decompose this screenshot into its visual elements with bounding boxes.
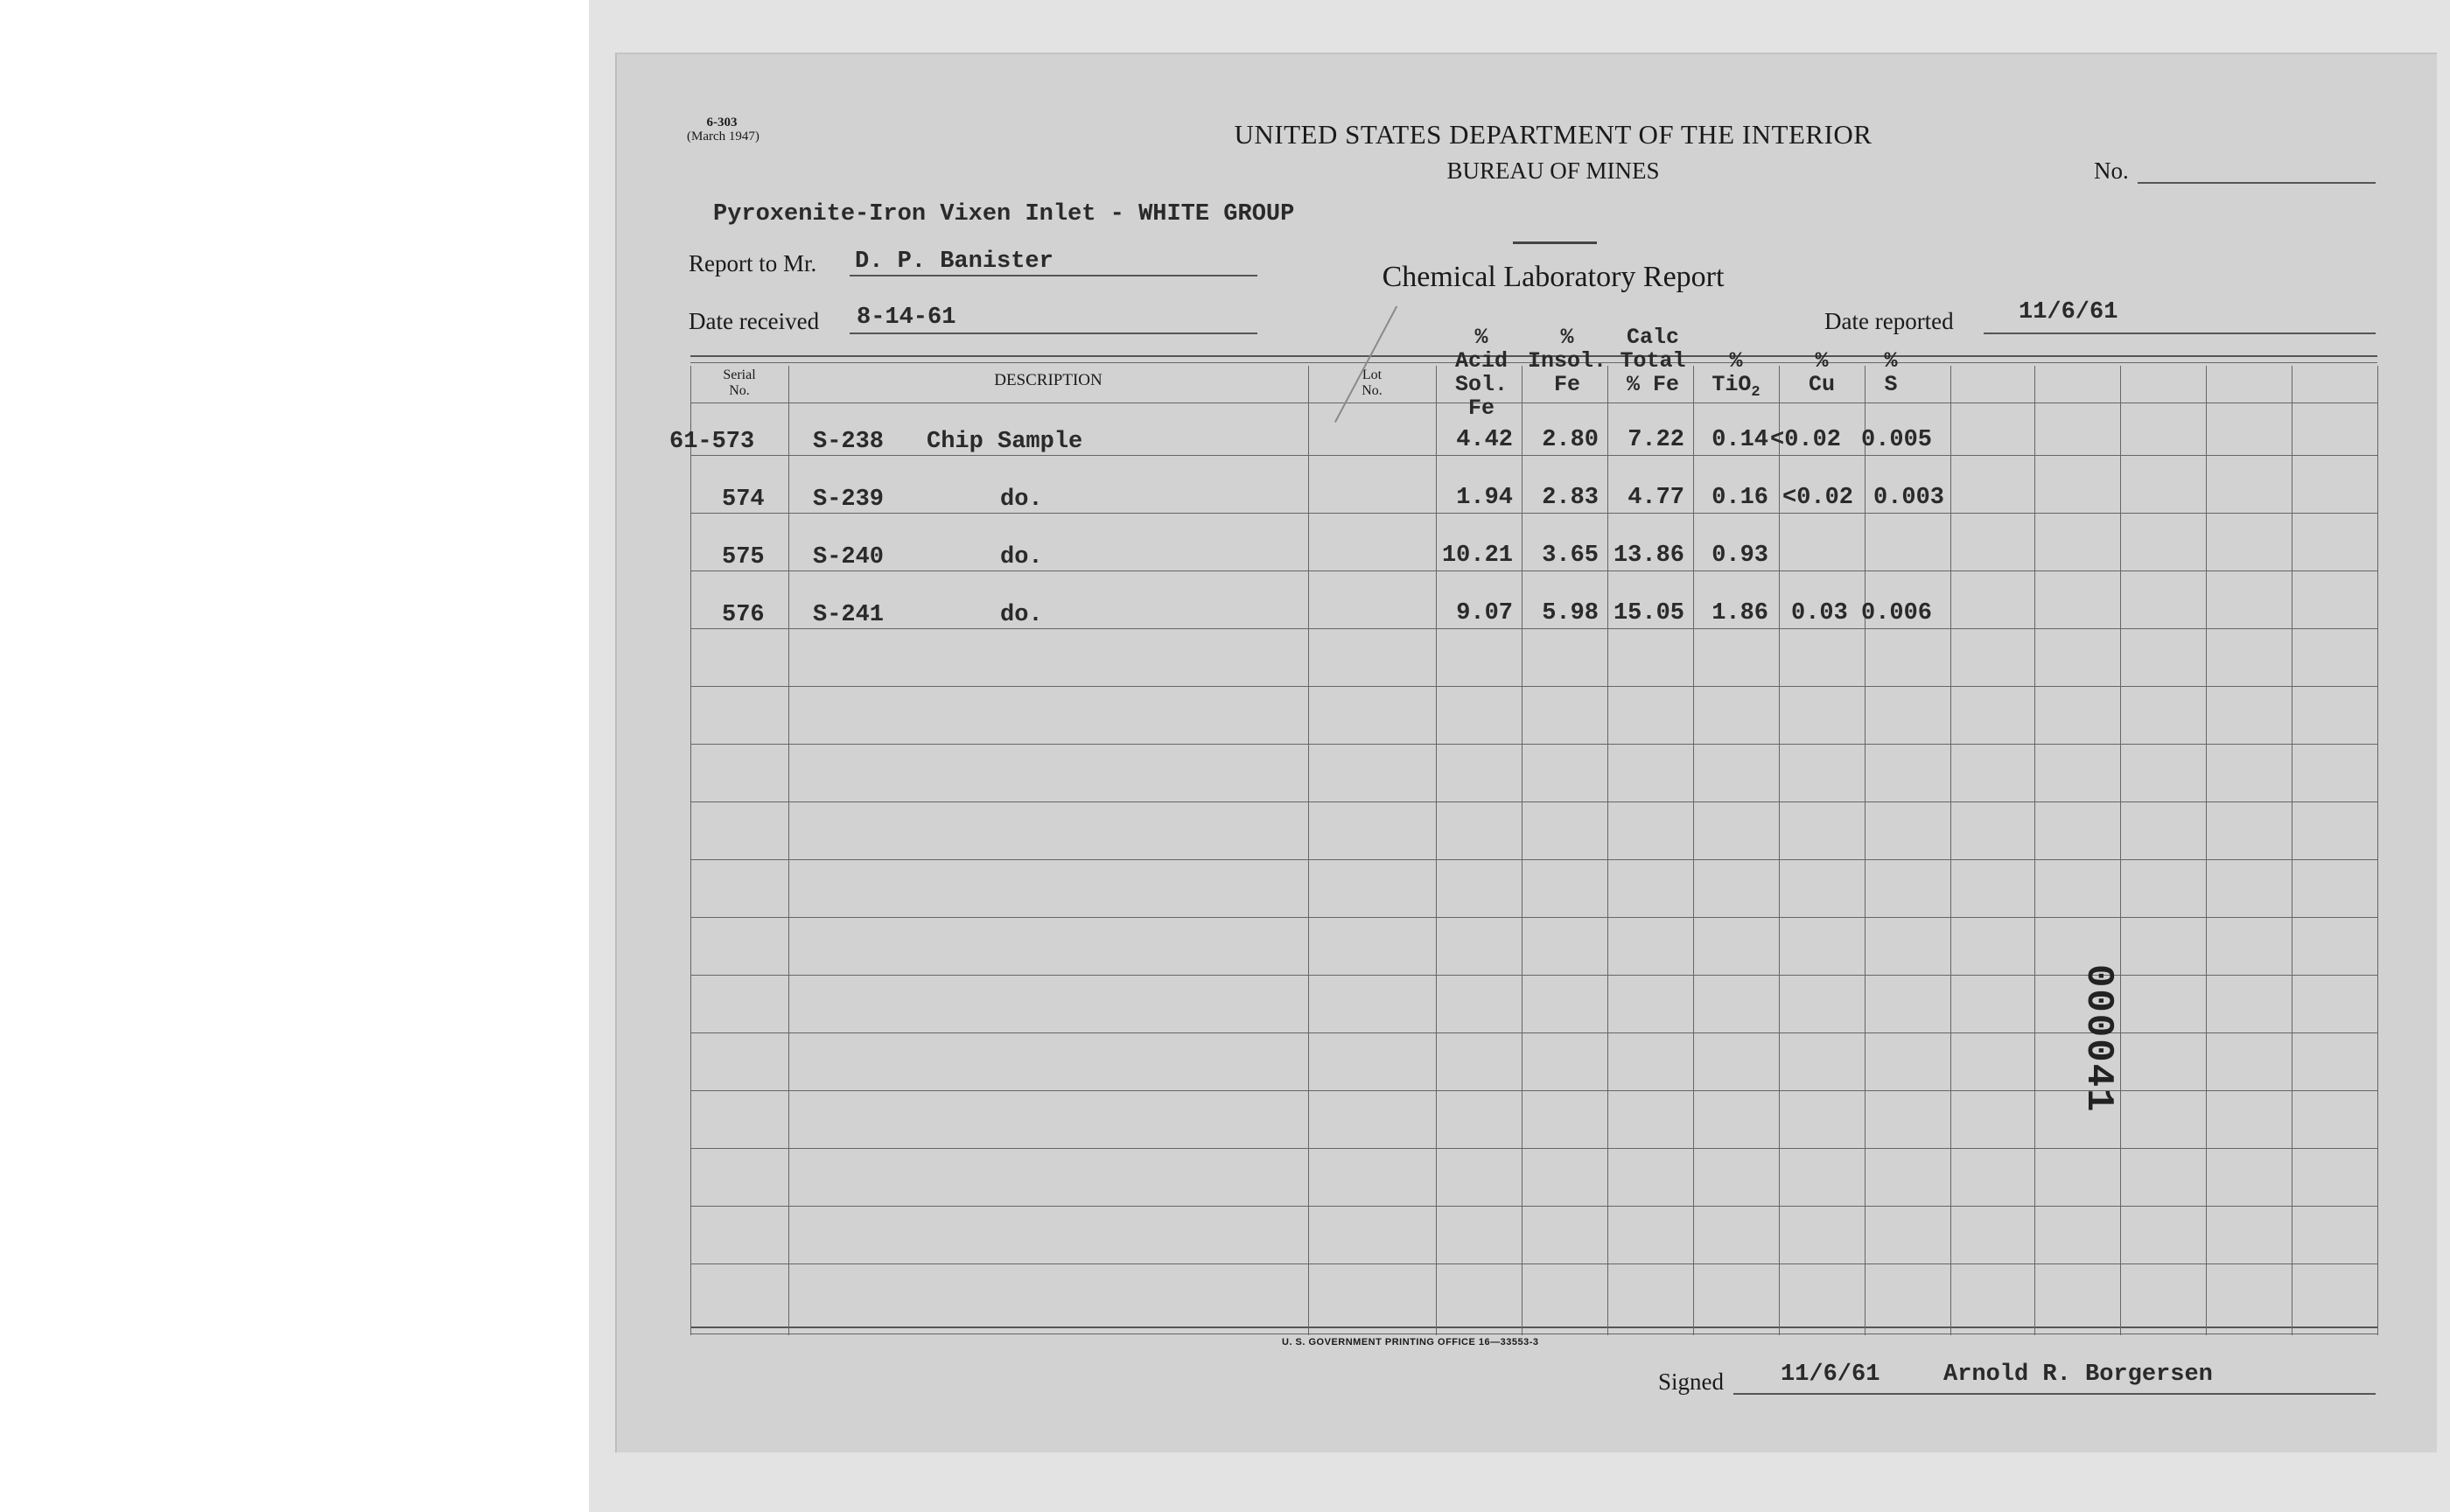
row-rule — [690, 570, 2377, 571]
col-line — [1865, 366, 1866, 1335]
tio2-value: 0.16 — [1712, 485, 1768, 511]
total-fe-value: 15.05 — [1613, 600, 1684, 626]
sample-description: do. — [1000, 544, 1043, 570]
row-rule — [690, 455, 2377, 456]
col-header-lot-line1: Lot — [1362, 368, 1382, 382]
sample-id: S-240 — [813, 544, 885, 570]
serial-no: 575 — [722, 544, 765, 570]
insol-fe-value: 2.80 — [1542, 427, 1599, 453]
date-received-underline — [850, 332, 1257, 334]
tio2-value: 1.86 — [1712, 600, 1768, 626]
col-header-serial-line1: Serial — [723, 368, 756, 382]
col-header-serial — [690, 368, 788, 399]
sample-description: do. — [1000, 486, 1043, 513]
cu-value: <0.02 — [1770, 427, 1842, 453]
col-line — [2034, 366, 2035, 1335]
s-value: 0.005 — [1861, 427, 1933, 453]
col-header-calc-line3: % Fe — [1626, 372, 1679, 397]
col-header-tio2 — [1693, 349, 1779, 404]
col-header-cu-line2: Cu — [1808, 372, 1835, 397]
header-rule — [690, 402, 2377, 403]
row-rule — [690, 1032, 2377, 1033]
col-line — [1308, 366, 1309, 1335]
sample-description: do. — [1000, 602, 1043, 628]
row-rule — [690, 686, 2377, 687]
project-name: Pyroxenite-Iron Vixen Inlet - WHITE GROUP — [713, 201, 1295, 228]
no-field[interactable] — [2138, 182, 2376, 184]
insol-fe-value: 2.83 — [1542, 485, 1599, 511]
col-header-tio-line2: TiO — [1712, 372, 1752, 397]
row-rule — [690, 917, 2377, 918]
cu-value: 0.03 — [1791, 600, 1848, 626]
tio2-value: 0.93 — [1712, 542, 1768, 569]
col-header-calc-line1: Calc — [1626, 325, 1679, 350]
sample-id: S-239 — [813, 486, 885, 513]
date-received-value[interactable]: 8-14-61 — [857, 304, 956, 331]
insol-fe-value: 3.65 — [1542, 542, 1599, 569]
col-header-tio-subscript: 2 — [1751, 384, 1760, 401]
scan-background — [589, 0, 2450, 1512]
row-rule — [690, 859, 2377, 860]
bureau-heading: BUREAU OF MINES — [1446, 158, 1660, 184]
form-edition: (March 1947) — [687, 130, 760, 144]
signed-date[interactable]: 11/6/61 — [1781, 1362, 1880, 1388]
col-header-lot-line2: No. — [1362, 383, 1382, 398]
acid-sol-fe-value: 4.42 — [1456, 427, 1513, 453]
total-fe-value: 13.86 — [1613, 542, 1684, 569]
row-rule — [690, 1090, 2377, 1091]
col-header-insol-line3: Fe — [1553, 372, 1580, 397]
report-title: Chemical Laboratory Report — [1382, 261, 1725, 293]
serial-no: 576 — [722, 602, 765, 628]
col-line — [2377, 366, 2378, 1335]
cu-value: <0.02 — [1782, 485, 1854, 511]
heading-rule — [1513, 242, 1597, 244]
col-header-acid-line2: Acid — [1454, 348, 1508, 374]
s-value: 0.006 — [1861, 600, 1933, 626]
signature-underline — [1733, 1393, 2376, 1395]
total-fe-value: 4.77 — [1628, 485, 1684, 511]
tio2-value: 0.14 — [1712, 427, 1768, 453]
insol-fe-value: 5.98 — [1542, 600, 1599, 626]
col-line — [1436, 366, 1437, 1335]
pencil-mark — [1334, 306, 1397, 423]
col-line — [1693, 366, 1694, 1335]
col-line — [788, 366, 789, 1335]
col-header-serial-line2: No. — [729, 383, 750, 398]
col-header-insol-line1: % — [1560, 325, 1574, 350]
col-line — [2206, 366, 2207, 1335]
col-header-s-line2: S — [1884, 372, 1898, 397]
col-header-total-fe — [1607, 326, 1698, 396]
col-header-calc-line2: Total — [1620, 348, 1686, 374]
col-header-s-line1: % — [1884, 348, 1898, 374]
col-header-cu — [1779, 349, 1865, 396]
col-header-acid-line3: Sol. Fe — [1454, 372, 1508, 421]
date-reported-label: Date reported — [1824, 308, 1954, 334]
report-to-value[interactable]: D. P. Banister — [855, 248, 1054, 275]
acid-sol-fe-value: 9.07 — [1456, 600, 1513, 626]
date-received-label: Date received — [689, 308, 820, 334]
col-line — [1607, 366, 1608, 1335]
form-id — [687, 116, 760, 144]
row-rule — [690, 1148, 2377, 1149]
table-bottom-rule — [690, 1326, 2377, 1328]
serial-no: 61-573 — [669, 429, 755, 455]
col-header-s — [1865, 349, 1917, 396]
signer-name[interactable]: Arnold R. Borgersen — [1943, 1362, 2213, 1388]
col-line — [690, 366, 691, 1335]
department-heading: UNITED STATES DEPARTMENT OF THE INTERIOR — [1234, 119, 1872, 150]
report-to-label: Report to Mr. — [689, 250, 817, 276]
col-header-insol-fe — [1522, 326, 1613, 396]
col-header-insol-line2: Insol. — [1527, 348, 1606, 374]
col-line — [1779, 366, 1780, 1335]
sample-id: S-238 — [813, 429, 885, 455]
printer-imprint: U. S. GOVERNMENT PRINTING OFFICE 16—33553-3 — [1282, 1337, 1539, 1348]
col-line — [2120, 366, 2121, 1335]
sample-description: Chip Sample — [927, 429, 1083, 455]
acid-sol-fe-value: 1.94 — [1456, 485, 1513, 511]
col-header-acid-sol-fe — [1436, 326, 1527, 420]
col-header-lot — [1308, 368, 1436, 399]
col-header-tio-line1: % — [1729, 348, 1743, 374]
form-number: 6-303 — [706, 116, 738, 130]
serial-no: 574 — [722, 486, 765, 513]
total-fe-value: 7.22 — [1628, 427, 1684, 453]
report-form — [615, 52, 2437, 1452]
serial-stamp: 000041 — [2076, 964, 2120, 1114]
sample-id: S-241 — [813, 602, 885, 628]
col-header-acid-line1: % — [1474, 325, 1488, 350]
acid-sol-fe-value: 10.21 — [1441, 542, 1513, 569]
s-value: 0.003 — [1873, 485, 1945, 511]
row-rule — [690, 975, 2377, 976]
row-rule — [690, 744, 2377, 745]
col-header-cu-line1: % — [1815, 348, 1829, 374]
row-rule — [690, 628, 2377, 629]
row-rule — [690, 513, 2377, 514]
no-label: No. — [2094, 158, 2129, 184]
report-to-underline — [850, 275, 1257, 276]
col-line — [1950, 366, 1951, 1335]
date-reported-underline — [1984, 332, 2376, 334]
row-rule — [690, 1206, 2377, 1207]
col-header-description: DESCRIPTION — [994, 371, 1102, 389]
signed-label: Signed — [1658, 1368, 1725, 1395]
date-reported-value[interactable]: 11/6/61 — [2019, 299, 2118, 326]
